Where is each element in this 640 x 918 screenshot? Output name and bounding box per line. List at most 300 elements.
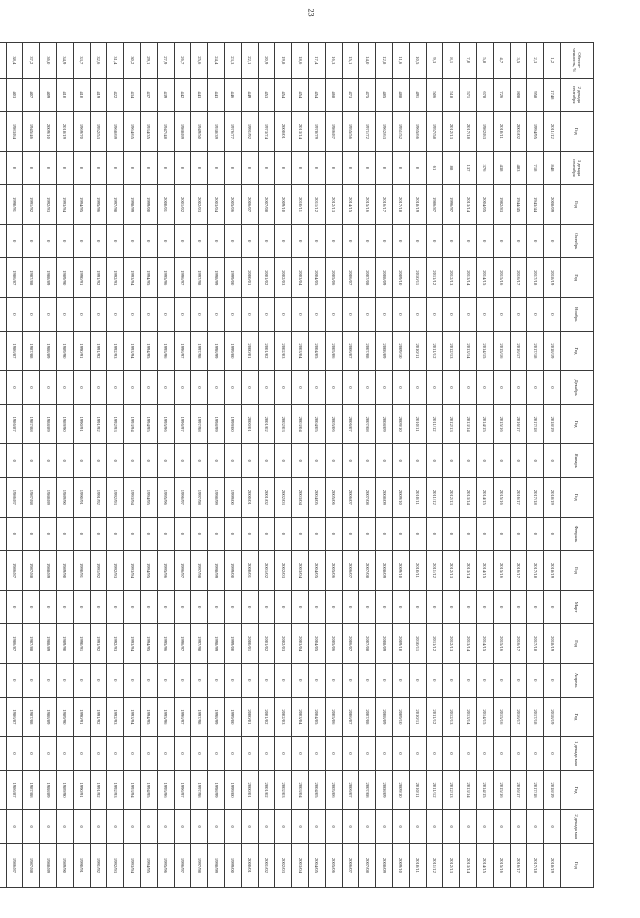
table-cell: 1992/93: [107, 331, 124, 371]
table-cell: 0: [325, 224, 342, 257]
table-cell: 0: [342, 810, 359, 843]
table-cell: 0: [493, 444, 510, 477]
table-row: [393, 43, 410, 888]
table-cell: 2010/11: [409, 624, 426, 664]
table-cell: 1988/89: [40, 477, 57, 517]
table-cell: 1986/87: [6, 843, 23, 887]
table-cell: 0: [544, 371, 561, 404]
table-cell: 0: [174, 664, 191, 697]
table-cell: 1988/89: [174, 112, 191, 152]
table-cell: 0: [309, 224, 326, 257]
table-cell: 0: [393, 151, 410, 184]
table-cell: 0: [309, 151, 326, 184]
table-cell: 2013/14: [460, 331, 477, 371]
table-cell: 1998/99: [208, 551, 225, 591]
table-cell: 0: [359, 517, 376, 550]
table-cell: 2008/09: [376, 770, 393, 810]
table-cell: 0: [124, 664, 141, 697]
table-cell: 1997/98: [191, 551, 208, 591]
table-cell: 2017/18: [393, 185, 410, 225]
table-cell: 0: [208, 664, 225, 697]
table-cell: 1983/84: [6, 112, 23, 152]
table-cell: 1947/48: [157, 112, 174, 152]
table-cell: 2009/10: [393, 331, 410, 371]
table-cell: 0: [376, 444, 393, 477]
table-cell: 2013/14: [460, 843, 477, 887]
table-cell: 0: [157, 371, 174, 404]
table-cell: 0: [40, 810, 57, 843]
table-cell: 0: [6, 737, 23, 770]
table-cell: [0, 517, 6, 550]
table-cell: 1988/89: [40, 843, 57, 887]
table-cell: 0: [258, 151, 275, 184]
table-cell: 2002/03: [275, 258, 292, 298]
table-cell: 2012/13: [443, 112, 460, 152]
table-cell: 1992/93: [107, 404, 124, 444]
table-cell: 0: [73, 151, 90, 184]
table-cell: 20,9: [258, 43, 275, 79]
table-cell: 0: [493, 371, 510, 404]
table-cell: 2012/13: [443, 258, 460, 298]
table-cell: 0: [376, 371, 393, 404]
table-row: [6, 43, 23, 888]
table-cell: 31,4: [107, 43, 124, 79]
table-cell: 0: [90, 810, 107, 843]
table-cell: 1945/46: [23, 112, 40, 152]
table-cell: 2014/15: [477, 697, 494, 737]
table-cell: 0: [40, 517, 57, 550]
table-cell: 1,2: [544, 43, 561, 79]
table-cell: 0: [309, 517, 326, 550]
table-cell: 2009/10: [393, 843, 410, 887]
table-cell: 0: [191, 224, 208, 257]
table-cell: 446: [225, 78, 242, 111]
table-cell: 2005/06: [225, 185, 242, 225]
table-cell: 2011/12: [426, 477, 443, 517]
table-cell: 2005/06: [325, 404, 342, 444]
table-cell: 2018/19: [544, 258, 561, 298]
table-cell: 1996/97: [174, 697, 191, 737]
table-cell: 0: [409, 737, 426, 770]
table-cell: 2008/09: [376, 551, 393, 591]
table-cell: 0: [527, 371, 544, 404]
table-cell: 0: [309, 810, 326, 843]
table-cell: 15,1: [342, 43, 359, 79]
table-cell: 2003/04: [292, 697, 309, 737]
table-cell: 1991/92: [23, 185, 40, 225]
table-cell: 1990/91: [73, 551, 90, 591]
table-cell: 0: [241, 664, 258, 697]
table-cell: 2014/15: [477, 843, 494, 887]
table-cell: 1992/93: [107, 477, 124, 517]
table-cell: 36,0: [40, 43, 57, 79]
table-cell: 2012/13: [325, 185, 342, 225]
table-cell: 0: [443, 371, 460, 404]
table-cell: 2011/12: [426, 331, 443, 371]
table-cell: 0: [393, 224, 410, 257]
table-cell: 2004/05: [309, 624, 326, 664]
table-cell: 2015/16: [493, 624, 510, 664]
table-cell: 0: [342, 590, 359, 623]
table-cell: 2003/04: [292, 551, 309, 591]
table-cell: 2003/04: [292, 770, 309, 810]
column-header: 3 декада сентября: [561, 151, 594, 184]
table-cell: 0: [6, 298, 23, 331]
table-cell: 1952/53: [90, 112, 107, 152]
table-cell: 29,1: [141, 43, 158, 79]
table-cell: 2008/09: [376, 331, 393, 371]
table-cell: 2002/03: [191, 185, 208, 225]
table-cell: 2001/02: [174, 185, 191, 225]
table-cell: 2009/10: [393, 477, 410, 517]
table-cell: [0, 444, 6, 477]
table-cell: 0: [527, 298, 544, 331]
table-cell: 2003/04: [292, 477, 309, 517]
table-cell: 2007/08: [359, 331, 376, 371]
table-cell: 0: [544, 517, 561, 550]
table-cell: 1988/89: [40, 258, 57, 298]
table-cell: 454: [292, 78, 309, 111]
table-cell: 0: [57, 590, 74, 623]
table-cell: 22,1: [241, 43, 258, 79]
table-cell: 0: [40, 298, 57, 331]
table-cell: 2013/14: [460, 185, 477, 225]
table-cell: 0: [342, 151, 359, 184]
table-row: [426, 43, 443, 888]
table-cell: 1989/90: [57, 697, 74, 737]
table-cell: 0: [241, 298, 258, 331]
table-cell: 2005/06: [325, 770, 342, 810]
table-cell: 0: [141, 664, 158, 697]
table-cell: [0, 590, 6, 623]
table-cell: 2003/04: [292, 624, 309, 664]
table-cell: 0: [292, 151, 309, 184]
table-cell: 1991/92: [90, 697, 107, 737]
table-cell: 1990/91: [73, 770, 90, 810]
table-cell: 1996/97: [174, 770, 191, 810]
table-cell: 1986/87: [6, 770, 23, 810]
table-header-row: [561, 43, 594, 888]
table-cell: 2012/13: [443, 477, 460, 517]
table-cell: 1989/90: [57, 843, 74, 887]
table-cell: 2009/10: [393, 697, 410, 737]
table-cell: 0: [23, 298, 40, 331]
table-cell: 2009/10: [393, 404, 410, 444]
table-cell: 0: [275, 737, 292, 770]
table-cell: 0: [325, 298, 342, 331]
table-cell: 0: [510, 224, 527, 257]
table-cell: 0: [292, 371, 309, 404]
table-cell: 0: [309, 371, 326, 404]
table-cell: 468: [325, 78, 342, 111]
table-cell: 0: [23, 371, 40, 404]
table-cell: 2018/19: [544, 404, 561, 444]
table-cell: 1995/96: [157, 770, 174, 810]
table-cell: 1996/97: [443, 185, 460, 225]
table-cell: 0: [426, 444, 443, 477]
table-cell: 34,9: [57, 43, 74, 79]
table-cell: 2000/01: [241, 404, 258, 444]
table-cell: 808: [510, 78, 527, 111]
table-cell: 26,7: [174, 43, 191, 79]
table-cell: 1987/88: [23, 258, 40, 298]
table-cell: 1971/72: [359, 112, 376, 152]
table-cell: 0: [309, 298, 326, 331]
table-cell: 2011/12: [426, 551, 443, 591]
table-cell: 0: [460, 444, 477, 477]
table-cell: 2017/18: [527, 697, 544, 737]
table-cell: 0: [325, 517, 342, 550]
table-cell: 0: [73, 298, 90, 331]
table-cell: 0: [426, 810, 443, 843]
table-cell: 2000/01: [241, 258, 258, 298]
column-header: Декабрь: [561, 371, 594, 404]
table-cell: [0, 78, 6, 111]
table-cell: 2017/18: [527, 331, 544, 371]
column-header: Год: [561, 697, 594, 737]
table-cell: 0: [527, 810, 544, 843]
table-cell: 2010/11: [493, 112, 510, 152]
table-cell: 0: [493, 517, 510, 550]
table-cell: 2013/14: [460, 697, 477, 737]
table-cell: [0, 258, 6, 298]
table-cell: 410: [73, 78, 90, 111]
table-cell: 0: [426, 517, 443, 550]
table-cell: 2004/05: [477, 185, 494, 225]
table-cell: 2015/16: [493, 770, 510, 810]
table-cell: 1993/94: [124, 697, 141, 737]
table-cell: 848: [544, 151, 561, 184]
table-cell: 0: [426, 590, 443, 623]
table-cell: 2015/16: [493, 551, 510, 591]
table-cell: 0: [258, 371, 275, 404]
table-cell: 1987/88: [23, 697, 40, 737]
table-cell: 1982/83: [477, 112, 494, 152]
data-table: [0, 42, 594, 888]
table-cell: 0: [510, 664, 527, 697]
table-cell: 0: [443, 444, 460, 477]
table-cell: 1999/00: [225, 258, 242, 298]
table-cell: 0: [141, 224, 158, 257]
table-cell: 438: [493, 151, 510, 184]
table-cell: 1999/00: [225, 843, 242, 887]
table-cell: 2009/10: [393, 551, 410, 591]
table-cell: 2,3: [527, 43, 544, 79]
table-cell: 1990/91: [73, 843, 90, 887]
table-row: [342, 43, 359, 888]
table-cell: 2016/17: [510, 551, 527, 591]
table-cell: 0: [57, 298, 74, 331]
table-cell: 0: [342, 371, 359, 404]
table-cell: 0: [241, 590, 258, 623]
table-cell: 1986/87: [6, 624, 23, 664]
table-row: [409, 43, 426, 888]
table-cell: 0: [409, 590, 426, 623]
table-cell: 0: [493, 590, 510, 623]
column-header: Год: [561, 112, 594, 152]
table-cell: 0: [258, 298, 275, 331]
table-cell: 0: [359, 590, 376, 623]
table-cell: 0: [477, 224, 494, 257]
table-cell: 0: [141, 737, 158, 770]
table-cell: 0: [241, 151, 258, 184]
table-cell: 17,4: [309, 43, 326, 79]
column-header: 2 декада сентября: [561, 78, 594, 111]
table-cell: 0: [527, 517, 544, 550]
table-cell: 0: [275, 810, 292, 843]
table-cell: 0: [40, 444, 57, 477]
table-cell: [0, 298, 6, 331]
table-cell: 958: [527, 78, 544, 111]
table-cell: 0: [275, 517, 292, 550]
table-cell: 0: [443, 517, 460, 550]
table-cell: 0: [393, 517, 410, 550]
table-cell: 0: [241, 517, 258, 550]
table-cell: 0: [225, 444, 242, 477]
table-cell: 2004/05: [309, 258, 326, 298]
table-cell: 1999/00: [225, 551, 242, 591]
table-cell: 2005/06: [325, 551, 342, 591]
table-cell: 0: [174, 151, 191, 184]
table-cell: 0: [342, 224, 359, 257]
table-cell: 1998/99: [208, 697, 225, 737]
table-cell: 2007/08: [359, 551, 376, 591]
table-cell: 0: [208, 151, 225, 184]
table-cell: 678: [477, 78, 494, 111]
table-cell: 0: [57, 664, 74, 697]
table-cell: 0: [57, 151, 74, 184]
table-cell: 0: [57, 517, 74, 550]
column-header: Год: [561, 331, 594, 371]
table-cell: 2018/19: [544, 624, 561, 664]
table-cell: 473: [342, 78, 359, 111]
table-cell: 2010/11: [409, 843, 426, 887]
table-row: [275, 43, 292, 888]
table-cell: 1997/98: [191, 770, 208, 810]
table-cell: 2007/08: [359, 770, 376, 810]
table-cell: 0: [409, 664, 426, 697]
table-cell: 2017/18: [527, 770, 544, 810]
table-cell: 0: [359, 298, 376, 331]
table-cell: 137: [460, 151, 477, 184]
table-cell: 2017/18: [527, 258, 544, 298]
table-cell: 1998/99: [208, 404, 225, 444]
table-cell: 0: [325, 664, 342, 697]
table-cell: 2017/18: [460, 112, 477, 152]
table-cell: 1998/99: [208, 770, 225, 810]
table-cell: [0, 371, 6, 404]
table-cell: 2018/19: [544, 770, 561, 810]
table-cell: 0: [460, 298, 477, 331]
table-cell: 2012/13: [443, 697, 460, 737]
table-cell: 1997/98: [107, 185, 124, 225]
table-cell: 0: [73, 737, 90, 770]
table-cell: 0: [40, 224, 57, 257]
table-cell: 0: [141, 517, 158, 550]
table-cell: 2007/08: [359, 624, 376, 664]
table-cell: 0: [107, 810, 124, 843]
table-cell: 0: [225, 810, 242, 843]
column-header: Год: [561, 551, 594, 591]
table-cell: 0: [191, 298, 208, 331]
table-cell: 0: [157, 590, 174, 623]
table-cell: 0: [141, 151, 158, 184]
table-cell: [0, 185, 6, 225]
table-cell: 1989/90: [57, 258, 74, 298]
table-cell: 0: [23, 664, 40, 697]
table-cell: 1995/96: [157, 404, 174, 444]
table-cell: 0: [90, 737, 107, 770]
table-cell: 0: [225, 224, 242, 257]
table-cell: 0: [23, 517, 40, 550]
table-cell: [0, 810, 6, 843]
table-cell: 1955/56: [342, 112, 359, 152]
table-cell: 1999/00: [225, 697, 242, 737]
table-cell: 2001/02: [258, 843, 275, 887]
table-cell: 2014/15: [342, 185, 359, 225]
table-cell: 2015/16: [493, 331, 510, 371]
table-cell: 1994/95: [73, 185, 90, 225]
table-cell: 1987/88: [23, 477, 40, 517]
table-cell: 2009/10: [40, 112, 57, 152]
table-cell: 1995/96: [157, 331, 174, 371]
table-cell: 0: [292, 224, 309, 257]
table-cell: 0: [342, 444, 359, 477]
table-cell: 0: [493, 224, 510, 257]
table-cell: 0: [57, 444, 74, 477]
table-cell: 1990/91: [73, 331, 90, 371]
table-cell: 2006/07: [342, 258, 359, 298]
table-cell: 0: [510, 810, 527, 843]
table-cell: 0: [141, 810, 158, 843]
table-cell: [0, 151, 6, 184]
table-cell: 1957/58: [426, 112, 443, 152]
table-cell: 0: [460, 371, 477, 404]
table-cell: 0: [544, 810, 561, 843]
table-cell: 2008/09: [376, 843, 393, 887]
table-cell: 2000/01: [241, 770, 258, 810]
table-cell: 19,8: [275, 43, 292, 79]
table-cell: 0: [225, 590, 242, 623]
table-cell: 3,5: [510, 43, 527, 79]
table-cell: 2011/12: [426, 404, 443, 444]
table-cell: 0: [477, 664, 494, 697]
table-cell: 0: [107, 590, 124, 623]
table-cell: 0: [90, 298, 107, 331]
table-cell: 2009/10: [393, 770, 410, 810]
table-cell: 0: [208, 444, 225, 477]
table-cell: 0: [477, 810, 494, 843]
table-cell: 0: [443, 810, 460, 843]
table-cell: 0: [460, 224, 477, 257]
table-cell: 2002/03: [275, 404, 292, 444]
table-row: [493, 43, 510, 888]
table-cell: 1993/94: [124, 770, 141, 810]
table-cell: 1987/88: [23, 404, 40, 444]
table-cell: 0: [443, 590, 460, 623]
table-cell: 1998/99: [208, 843, 225, 887]
table-cell: 2007/08: [359, 477, 376, 517]
table-cell: 2015/16: [493, 258, 510, 298]
table-row: [258, 43, 275, 888]
table-cell: 0: [157, 517, 174, 550]
table-cell: 475: [359, 78, 376, 111]
table-cell: 443: [208, 78, 225, 111]
table-cell: 1992/93: [107, 843, 124, 887]
table-cell: 0: [426, 224, 443, 257]
table-cell: 0: [460, 590, 477, 623]
table-cell: 1999/00: [225, 477, 242, 517]
